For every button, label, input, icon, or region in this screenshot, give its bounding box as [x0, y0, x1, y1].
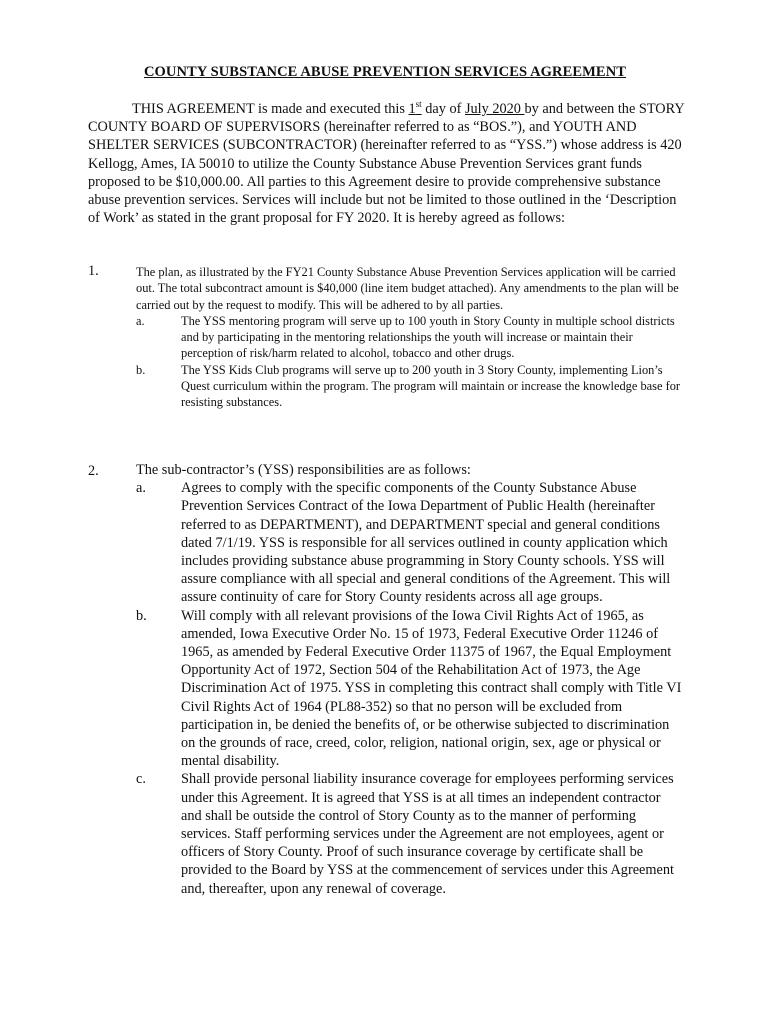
- item-1-subitem-a-text: The YSS mentoring program will serve up to 100 youth in Story County in multiple school districts and by participating in the mentoring relationships the youth will increase or maintain their perception of risk/harm related to alcohol, tobacco and other drugs.: [181, 313, 675, 361]
- intro-day: [409, 101, 422, 117]
- item-2-number: 2.: [88, 463, 99, 479]
- item-2-subitem-a: [136, 479, 684, 606]
- intro-day-suffix: st: [415, 99, 422, 110]
- document-title: COUNTY SUBSTANCE ABUSE PREVENTION SERVICES AGREEMENT: [143, 64, 627, 80]
- item-1-subitem-b-letter: b.: [136, 362, 146, 377]
- intro-text-3: by and between the STORY COUNTY BOARD OF SUPERVISORS (hereinafter referred to as “BOS.”), and YOUTH AND SHELTER SERVICES (SUBCONTRACTOR) (hereinafter referred to as “YSS.”) whose address is 420 Kellogg, Ames, IA 50010 to utilize the County Substance Abuse Prevention Services grant funds proposed to be $10,000.00. All parties to this Agreement desire to provide comprehensive substance abuse prevention services. Services will include but not be limited to those outlined in the ‘Description of Work’ as stated in the grant proposal for FY 2020. It is hereby agreed as follows:: [88, 101, 685, 227]
- item-1-text: The plan, as illustrated by the FY21 County Substance Abuse Prevention Services application will be carried out. The total subcontract amount is $40,000 (line item budget attached). Any amendments to the plan will be carried out by the request to modify. This will be adhered to by all parties.: [136, 265, 679, 312]
- item-1-subitem-a: [136, 313, 684, 362]
- item-2-text: The sub-contractor’s (YSS) responsibilities are as follows:: [136, 462, 471, 478]
- item-2-subitem-c-text: Shall provide personal liability insurance coverage for employees performing services under this Agreement. It is agreed that YSS is at all times an independent contractor and shall be outside the control of Story County as to the manner of performing services. Staff performing services under the Agreement are not employees, agent or officers of Story County. Proof of such insurance coverage by certificate shall be provided to the Board by YSS at the commencement of services under this Agreement and, thereafter, upon any renewal of coverage.: [181, 771, 674, 897]
- intro-text-1: THIS AGREEMENT is made and executed this: [132, 101, 409, 117]
- item-2-subitem-b-letter: b.: [136, 607, 147, 624]
- item-1-subitem-b: [136, 362, 684, 411]
- item-2-subitem-b: [136, 607, 684, 771]
- intro-text-2: day of: [421, 101, 465, 117]
- item-1-number: 1.: [88, 263, 99, 279]
- item-1: [136, 264, 684, 411]
- item-2-subitem-a-text: Agrees to comply with the specific components of the County Substance Abuse Prevention Services Contract of the Iowa Department of Public Health (hereinafter referred to as DEPARTMENT), and DEPARTMENT special and general conditions dated 7/1/19. YSS is responsible for all services outlined in county application which includes providing substance abuse programming in Story County schools. YSS will assure compliance with all special and general conditions of the Agreement. This will assure continuity of care for Story County residents across all age groups.: [181, 480, 671, 606]
- item-2-subitem-c: [136, 770, 684, 897]
- item-1-subitem-b-text: The YSS Kids Club programs will serve up to 200 youth in 3 Story County, implementing Lion’s Quest curriculum within the program. The program will maintain or increase the knowledge base for resisting substances.: [181, 362, 681, 410]
- intro-month-year: July 2020: [464, 101, 525, 117]
- item-2: [136, 461, 684, 898]
- intro-day-number: 1: [408, 101, 416, 117]
- item-2-subitem-c-letter: c.: [136, 771, 146, 788]
- item-1-subitem-a-letter: a.: [136, 313, 145, 328]
- item-2-subitem-b-text: Will comply with all relevant provisions of the Iowa Civil Rights Act of 1965, as amended, Iowa Executive Order No. 15 of 1973, Federal Executive Order 11246 of 1965, as amended by Federal Executive Order 11375 of 1967, the Equal Employment Opportunity Act of 1972, Section 504 of the Rehabilitation Act of 1973, the Age Discrimination Act of 1975. YSS in completing this contract shall comply with Title VI Civil Rights Act of 1964 (PL88-352) so that no person will be excluded from participation in, be denied the benefits of, or be otherwise subjected to discrimination on the grounds of race, creed, color, religion, national origin, sex, age or physical or mental disability.: [181, 607, 682, 770]
- intro-paragraph: [88, 100, 688, 227]
- item-2-subitem-a-letter: a.: [136, 480, 146, 497]
